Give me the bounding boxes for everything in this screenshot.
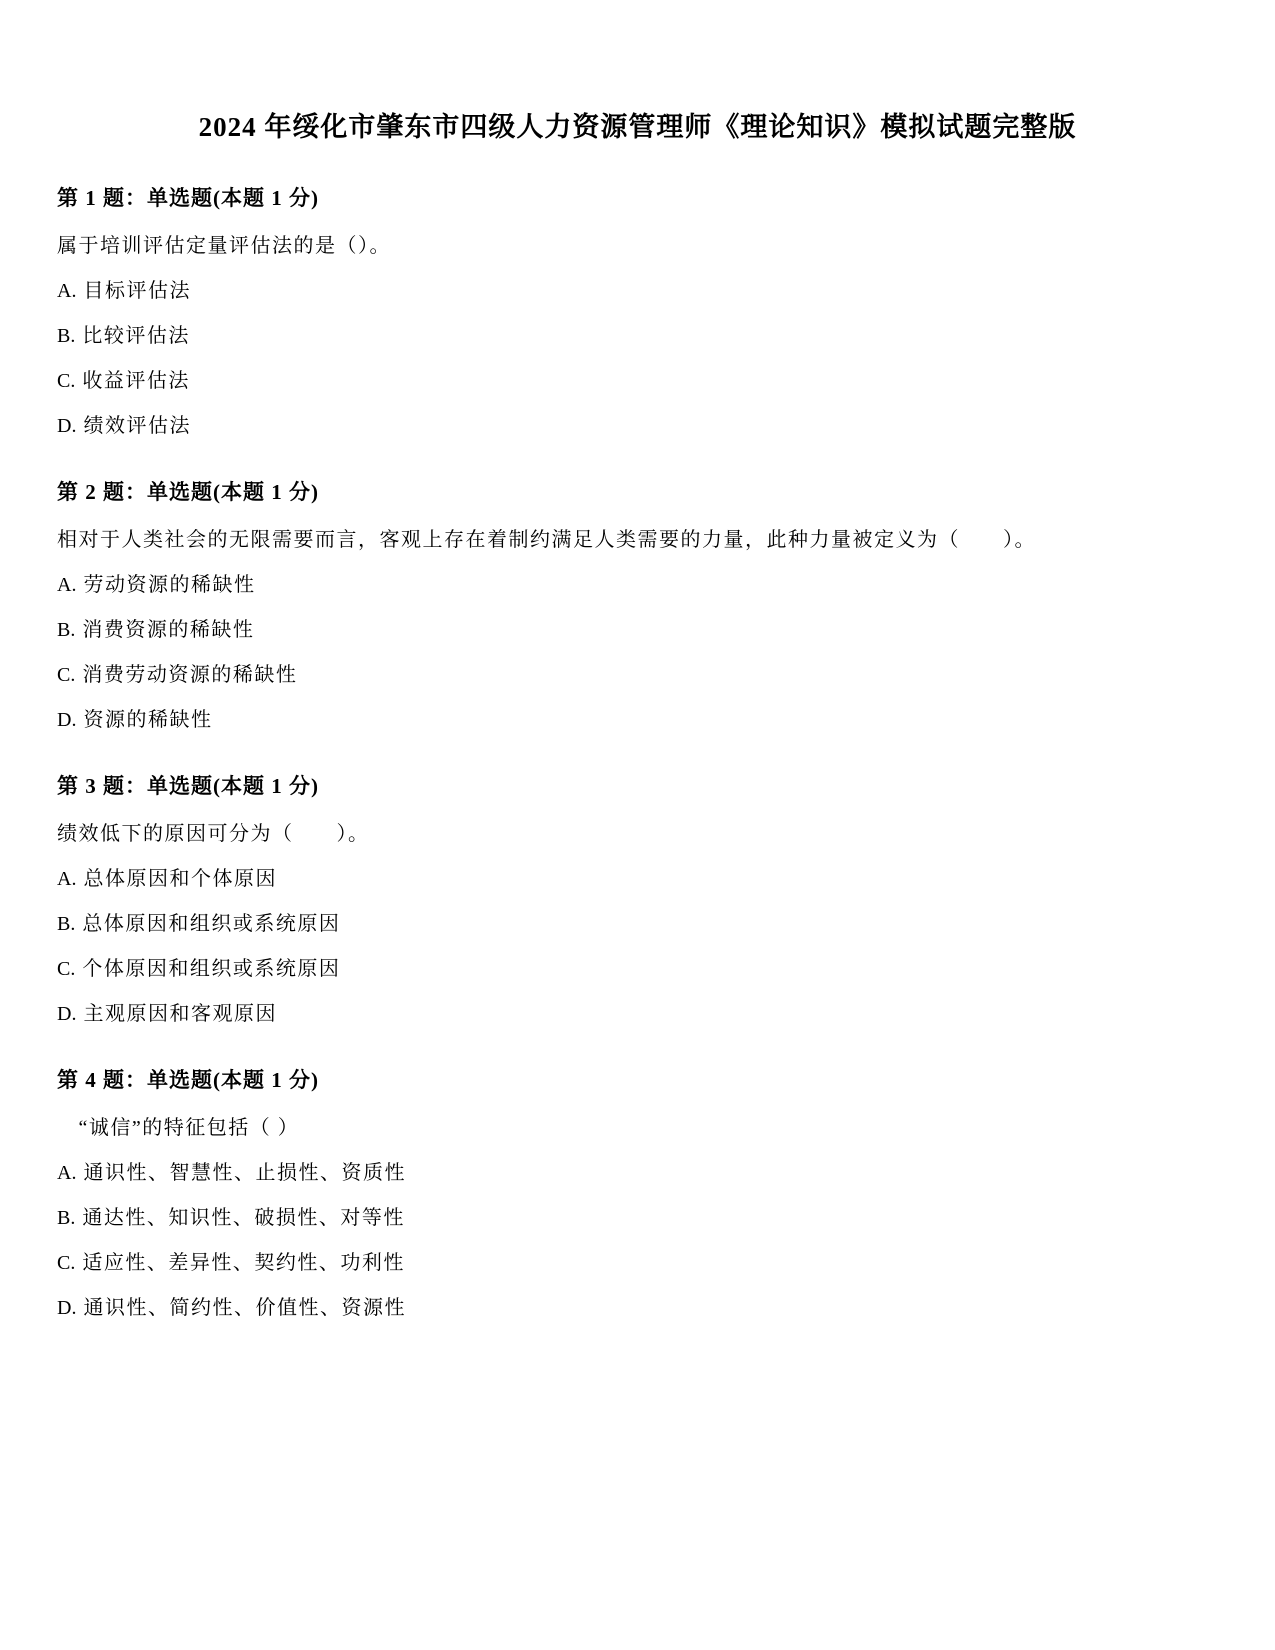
option-text: 通达性、知识性、破损性、对等性 [82, 1207, 405, 1229]
option-row [57, 1296, 1218, 1320]
option-label: B. [57, 1207, 76, 1229]
option-row [57, 708, 1218, 732]
option-row [57, 618, 1218, 642]
option-label: C. [57, 1252, 76, 1274]
page-title: 2024 年绥化市肇东市四级人力资源管理师《理论知识》模拟试题完整版 [198, 112, 1077, 142]
question-block-2 [57, 480, 1218, 732]
question-header: 第 2 题：单选题(本题 1 分) [57, 480, 319, 504]
option-label: A. [57, 1162, 77, 1184]
option-row [57, 663, 1218, 687]
option-text: 个体原因和组织或系统原因 [82, 958, 341, 980]
option-label: C. [57, 664, 76, 686]
option-row [57, 1002, 1218, 1026]
option-text: 通识性、智慧性、止损性、资质性 [83, 1162, 406, 1184]
question-text: 相对于人类社会的无限需要而言，客观上存在着制约满足人类需要的力量，此种力量被定义为（ ）。 [57, 529, 1036, 551]
question-text: 绩效低下的原因可分为（ ）。 [57, 823, 370, 845]
option-label: D. [57, 709, 77, 731]
question-header: 第 3 题：单选题(本题 1 分) [57, 774, 319, 798]
option-text: 适应性、差异性、契约性、功利性 [82, 1252, 405, 1274]
option-text: 通识性、简约性、价值性、资源性 [83, 1297, 406, 1319]
option-row [57, 867, 1218, 891]
question-text: “诚信”的特征包括（ ） [57, 1117, 300, 1139]
option-text: 总体原因和个体原因 [83, 868, 277, 890]
option-text: 总体原因和组织或系统原因 [82, 913, 341, 935]
option-label: C. [57, 958, 76, 980]
option-text: 资源的稀缺性 [83, 709, 213, 731]
question-header: 第 4 题：单选题(本题 1 分) [57, 1068, 319, 1092]
option-text: 比较评估法 [82, 325, 190, 347]
question-text: 属于培训评估定量评估法的是（）。 [57, 235, 391, 257]
option-label: A. [57, 574, 77, 596]
option-label: C. [57, 370, 76, 392]
option-row [57, 912, 1218, 936]
option-text: 目标评估法 [83, 280, 191, 302]
option-text: 消费资源的稀缺性 [82, 619, 255, 641]
option-label: D. [57, 415, 77, 437]
option-label: B. [57, 325, 76, 347]
option-text: 绩效评估法 [83, 415, 191, 437]
option-text: 收益评估法 [82, 370, 190, 392]
option-text: 主观原因和客观原因 [83, 1003, 277, 1025]
option-label: B. [57, 619, 76, 641]
question-block-4 [57, 1068, 1218, 1320]
option-row [57, 414, 1218, 438]
question-header: 第 1 题：单选题(本题 1 分) [57, 186, 319, 210]
option-row [57, 1206, 1218, 1230]
question-block-1 [57, 186, 1218, 438]
option-label: D. [57, 1003, 77, 1025]
option-label: B. [57, 913, 76, 935]
option-text: 劳动资源的稀缺性 [83, 574, 256, 596]
option-row [57, 573, 1218, 597]
option-row [57, 1251, 1218, 1275]
question-block-3 [57, 774, 1218, 1026]
option-label: A. [57, 280, 77, 302]
option-row [57, 957, 1218, 981]
option-row [57, 1161, 1218, 1185]
option-label: A. [57, 868, 77, 890]
option-text: 消费劳动资源的稀缺性 [82, 664, 298, 686]
option-row [57, 369, 1218, 393]
option-row [57, 324, 1218, 348]
option-label: D. [57, 1297, 77, 1319]
option-row [57, 279, 1218, 303]
